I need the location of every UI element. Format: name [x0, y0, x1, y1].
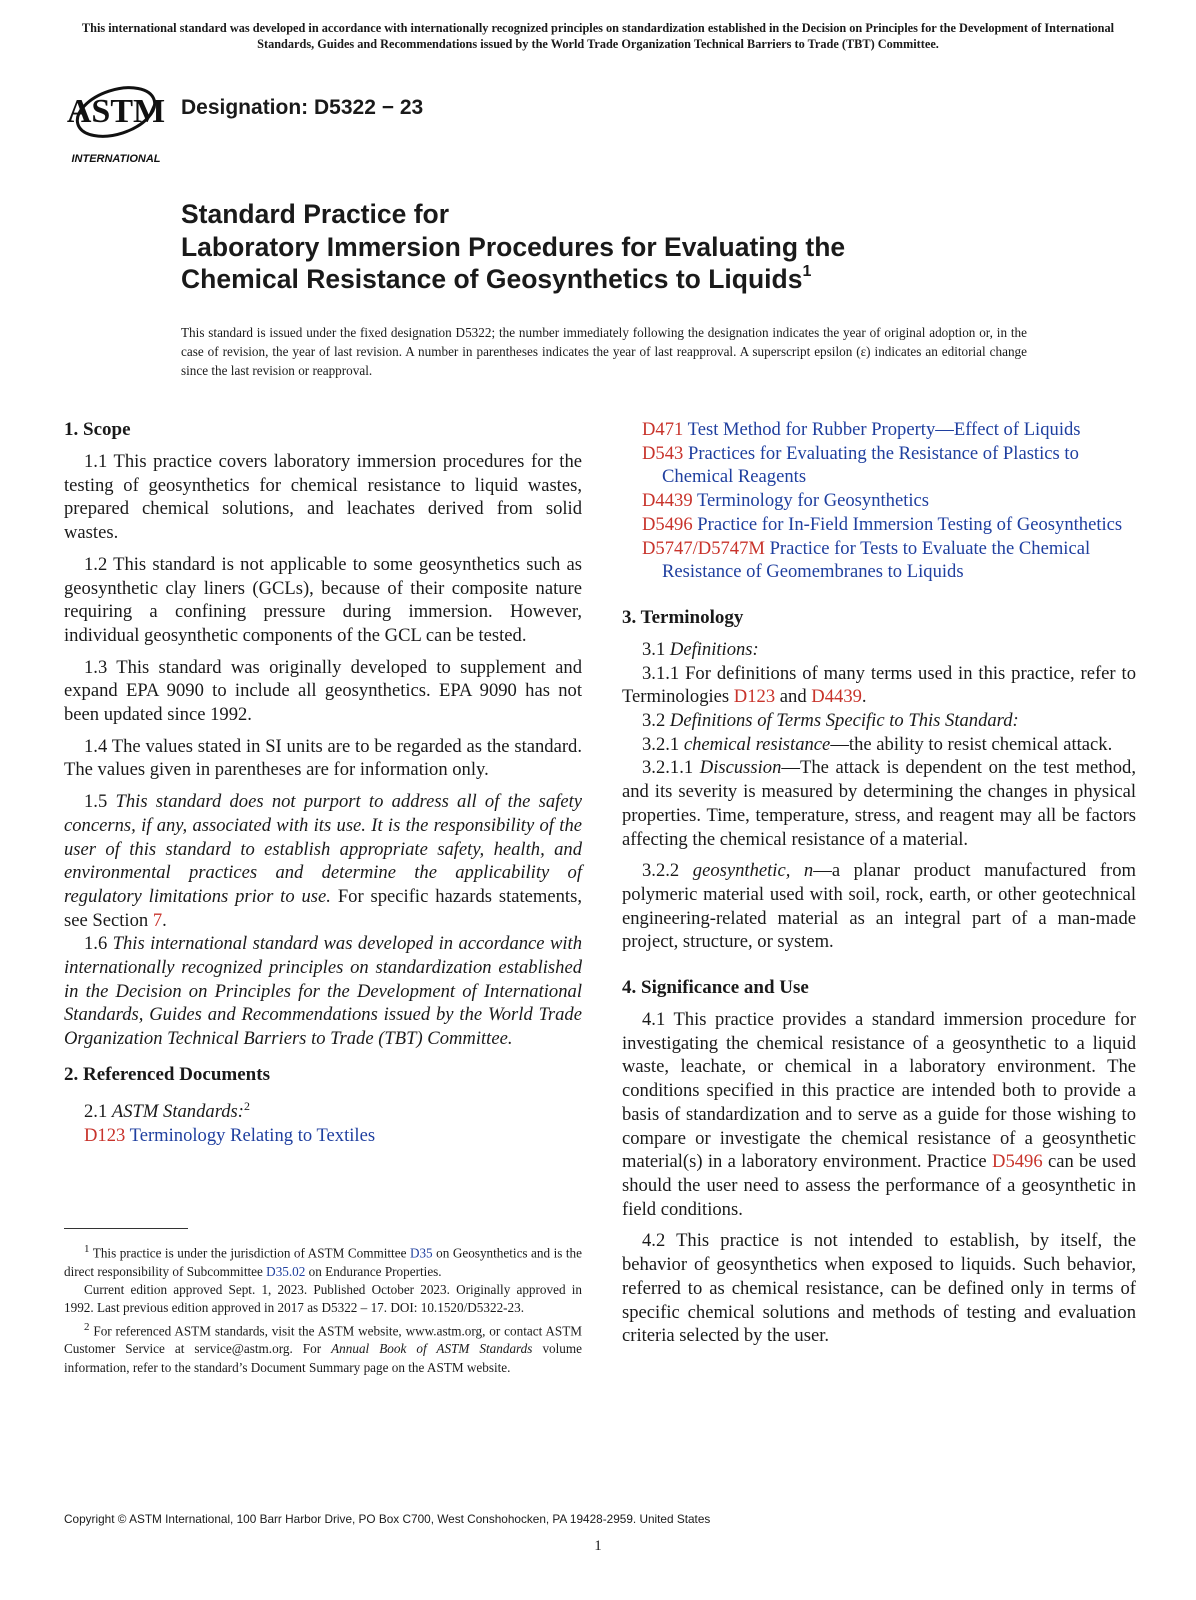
document-title: [181, 198, 845, 296]
left-column: [64, 418, 582, 1147]
scope-1-1: 1.1 This practice covers laboratory immersion procedures for the testing of geosynthetics for chemical resistance to liquid wastes, prepared chemical solutions, and leachates derived from solid wastes.: [64, 451, 582, 544]
title-line-2: Laboratory Immersion Procedures for Evaluating the: [181, 231, 846, 262]
logo-letters: ASTM: [66, 93, 166, 130]
ref-d543[interactable]: D543 Practices for Evaluating the Resistance of Plastics to Chemical Reagents: [642, 442, 1079, 488]
title-line-1: Standard Practice for: [181, 199, 450, 229]
footnotes: [64, 1240, 582, 1377]
logo-international: INTERNATIONAL: [71, 153, 161, 165]
footnote-rule: [64, 1228, 188, 1229]
ref-d471[interactable]: D471 Test Method for Rubber Property—Effect of Liquids: [642, 419, 1081, 440]
d35-02-link[interactable]: D35.02: [266, 1263, 306, 1279]
d5496-link[interactable]: D5496: [992, 1151, 1043, 1173]
astm-logo: [64, 70, 174, 166]
section-7-link[interactable]: 7: [152, 909, 163, 931]
footnote-2: $^2$ For referenced ASTM standards, visit the ASTM website, www.astm.org, or contact ASTM Customer Service at service@astm.org. For Annual Book of ASTM Standards volume information, refer to the standard’s Document Summary page on the ASTM website.: [64, 1320, 583, 1375]
footnote-1-edition: Current edition approved Sept. 1, 2023. Published October 2023. Originally approved in 1992. Last previous edition approved in 2017 as D5322 – 17. DOI: 10.1520/D5322-23.: [64, 1281, 582, 1316]
term-3-2-1: 3.2.1 chemical resistance—the ability to resist chemical attack.: [642, 733, 1113, 755]
term-3-1: 3.1 Definitions:: [642, 638, 759, 660]
footnote-1: $^1$ This practice is under the jurisdiction of ASTM Committee D35 on Geosynthetics and is the direct responsibility of Subcommittee D35.02 on Endurance Properties.: [64, 1243, 582, 1279]
significance-heading: 4. Significance and Use: [622, 977, 809, 999]
scope-1-6: 1.6 This international standard was developed in accordance with internationally recognized principles on standardization established in the Decision on Principles for the Development of International Standards, Guides and Recommendations issued by the World Trade Organization Technical Barriers to Trade (TBT) Committee.: [64, 933, 582, 1050]
reference-list: [642, 418, 1136, 584]
scope-1-4: 1.4 The values stated in SI units are to be regarded as the standard. The values given in parentheses are for information only.: [64, 735, 582, 781]
astm-standards-label: 2.1 ASTM Standards:$^2$: [84, 1098, 250, 1123]
header-notice: This international standard was developed in accordance with internationally recognized principles on standardization established in the Decision on Principles for the Development of International Standards, Guides and Recommendations issued by the World Trade Organization Technical Barriers to Trade (TBT) Committee.: [81, 21, 1115, 51]
issued-note: This standard is issued under the fixed designation D5322; the number immediately following the designation indicates the year of original adoption or, in the case of revision, the year of last revision. A number in parentheses indicates the year of last reapproval. A superscript epsilon (ε) indicates an editorial change since the last revision or reapproval.: [181, 325, 1027, 378]
ref-d5747[interactable]: D5747/D5747M Practice for Tests to Evaluate the Chemical Resistance of Geomembranes to Liquids: [642, 537, 1091, 583]
right-column: [622, 418, 1136, 1348]
term-3-2-2: 3.2.2 geosynthetic, n—a planar product manufactured from polymeric material used with soil, rock, earth, or other geotechnical engineering-related material as an integral part of a man-made project, structure, or system.: [622, 860, 1136, 953]
designation: Designation: D5322 − 23: [181, 96, 424, 119]
significance-4-2: 4.2 This practice is not intended to establish, by itself, the behavior of geosynthetics when exposed to liquids. Such behavior, referred to as chemical resistance, can be defined only in terms of specific chemical solutions and methods of testing and evaluation criteria selected by the user.: [622, 1230, 1136, 1347]
term-3-2: 3.2 Definitions of Terms Specific to This Standard:: [642, 710, 1019, 732]
title-line-3: Chemical Resistance of Geosynthetics to Liquids: [181, 264, 803, 294]
title-footnote-mark: 1: [802, 263, 812, 280]
ref-d5496[interactable]: D5496 Practice for In-Field Immersion Testing of Geosynthetics: [642, 513, 1123, 535]
copyright-line: Copyright © ASTM International, 100 Barr Harbor Drive, PO Box C700, West Conshohocken, PA 19428-2959. United States: [64, 1512, 711, 1526]
referenced-heading: 2. Referenced Documents: [64, 1063, 270, 1085]
term-3-2-1-1: 3.2.1.1 Discussion—The attack is dependent on the test method, and its severity is measured by determining the changes in physical properties. Time, temperature, stress, and reagent may all be factors affecting the chemical resistance of a material.: [622, 757, 1136, 850]
scope-heading: 1. Scope: [64, 419, 131, 440]
scope-1-5: 1.5 This standard does not purport to address all of the safety concerns, if any, associated with its use. It is the responsibility of the user of this standard to establish appropriate safety, health, and environmental practices and determine the applicability of regulatory limitations prior to use. For specific hazards statements, see Section 7.: [64, 791, 582, 931]
d123-link[interactable]: D123: [733, 686, 776, 708]
significance-4-1: 4.1 This practice provides a standard immersion procedure for investigating the chemical resistance of a geosynthetic to a liquid waste, leachate, or chemical in a laboratory environment. The conditions specified in this practice are intended both to provide a basis of standardization and to serve as a guide for those wishing to compare or investigate the chemical resistance of a geosynthetic material(s) in a laboratory environment. Practice D5496 can be used should the user need to assess the performance of a geosynthetic in field conditions.: [622, 1009, 1137, 1220]
page-number: 1: [594, 1538, 602, 1554]
terminology-heading: 3. Terminology: [622, 606, 744, 628]
ref-d4439[interactable]: D4439 Terminology for Geosynthetics: [642, 490, 930, 512]
term-3-1-1: 3.1.1 For definitions of many terms used in this practice, refer to Terminologies D123 and D4439.: [622, 662, 1136, 708]
scope-1-2: 1.2 This standard is not applicable to some geosynthetics such as geosynthetic clay liners (GCLs), because of their composite nature requiring a confining pressure during immersion. However, individual geosynthetic components of the GCL can be tested.: [64, 553, 582, 646]
d35-link[interactable]: D35: [409, 1245, 433, 1261]
d4439-link[interactable]: D4439: [811, 686, 862, 708]
scope-1-3: 1.3 This standard was originally developed to supplement and expand EPA 9090 to include all geosynthetics. EPA 9090 has not been updated since 1992.: [64, 656, 582, 726]
ref-d123[interactable]: D123 Terminology Relating to Textiles: [84, 1124, 376, 1146]
